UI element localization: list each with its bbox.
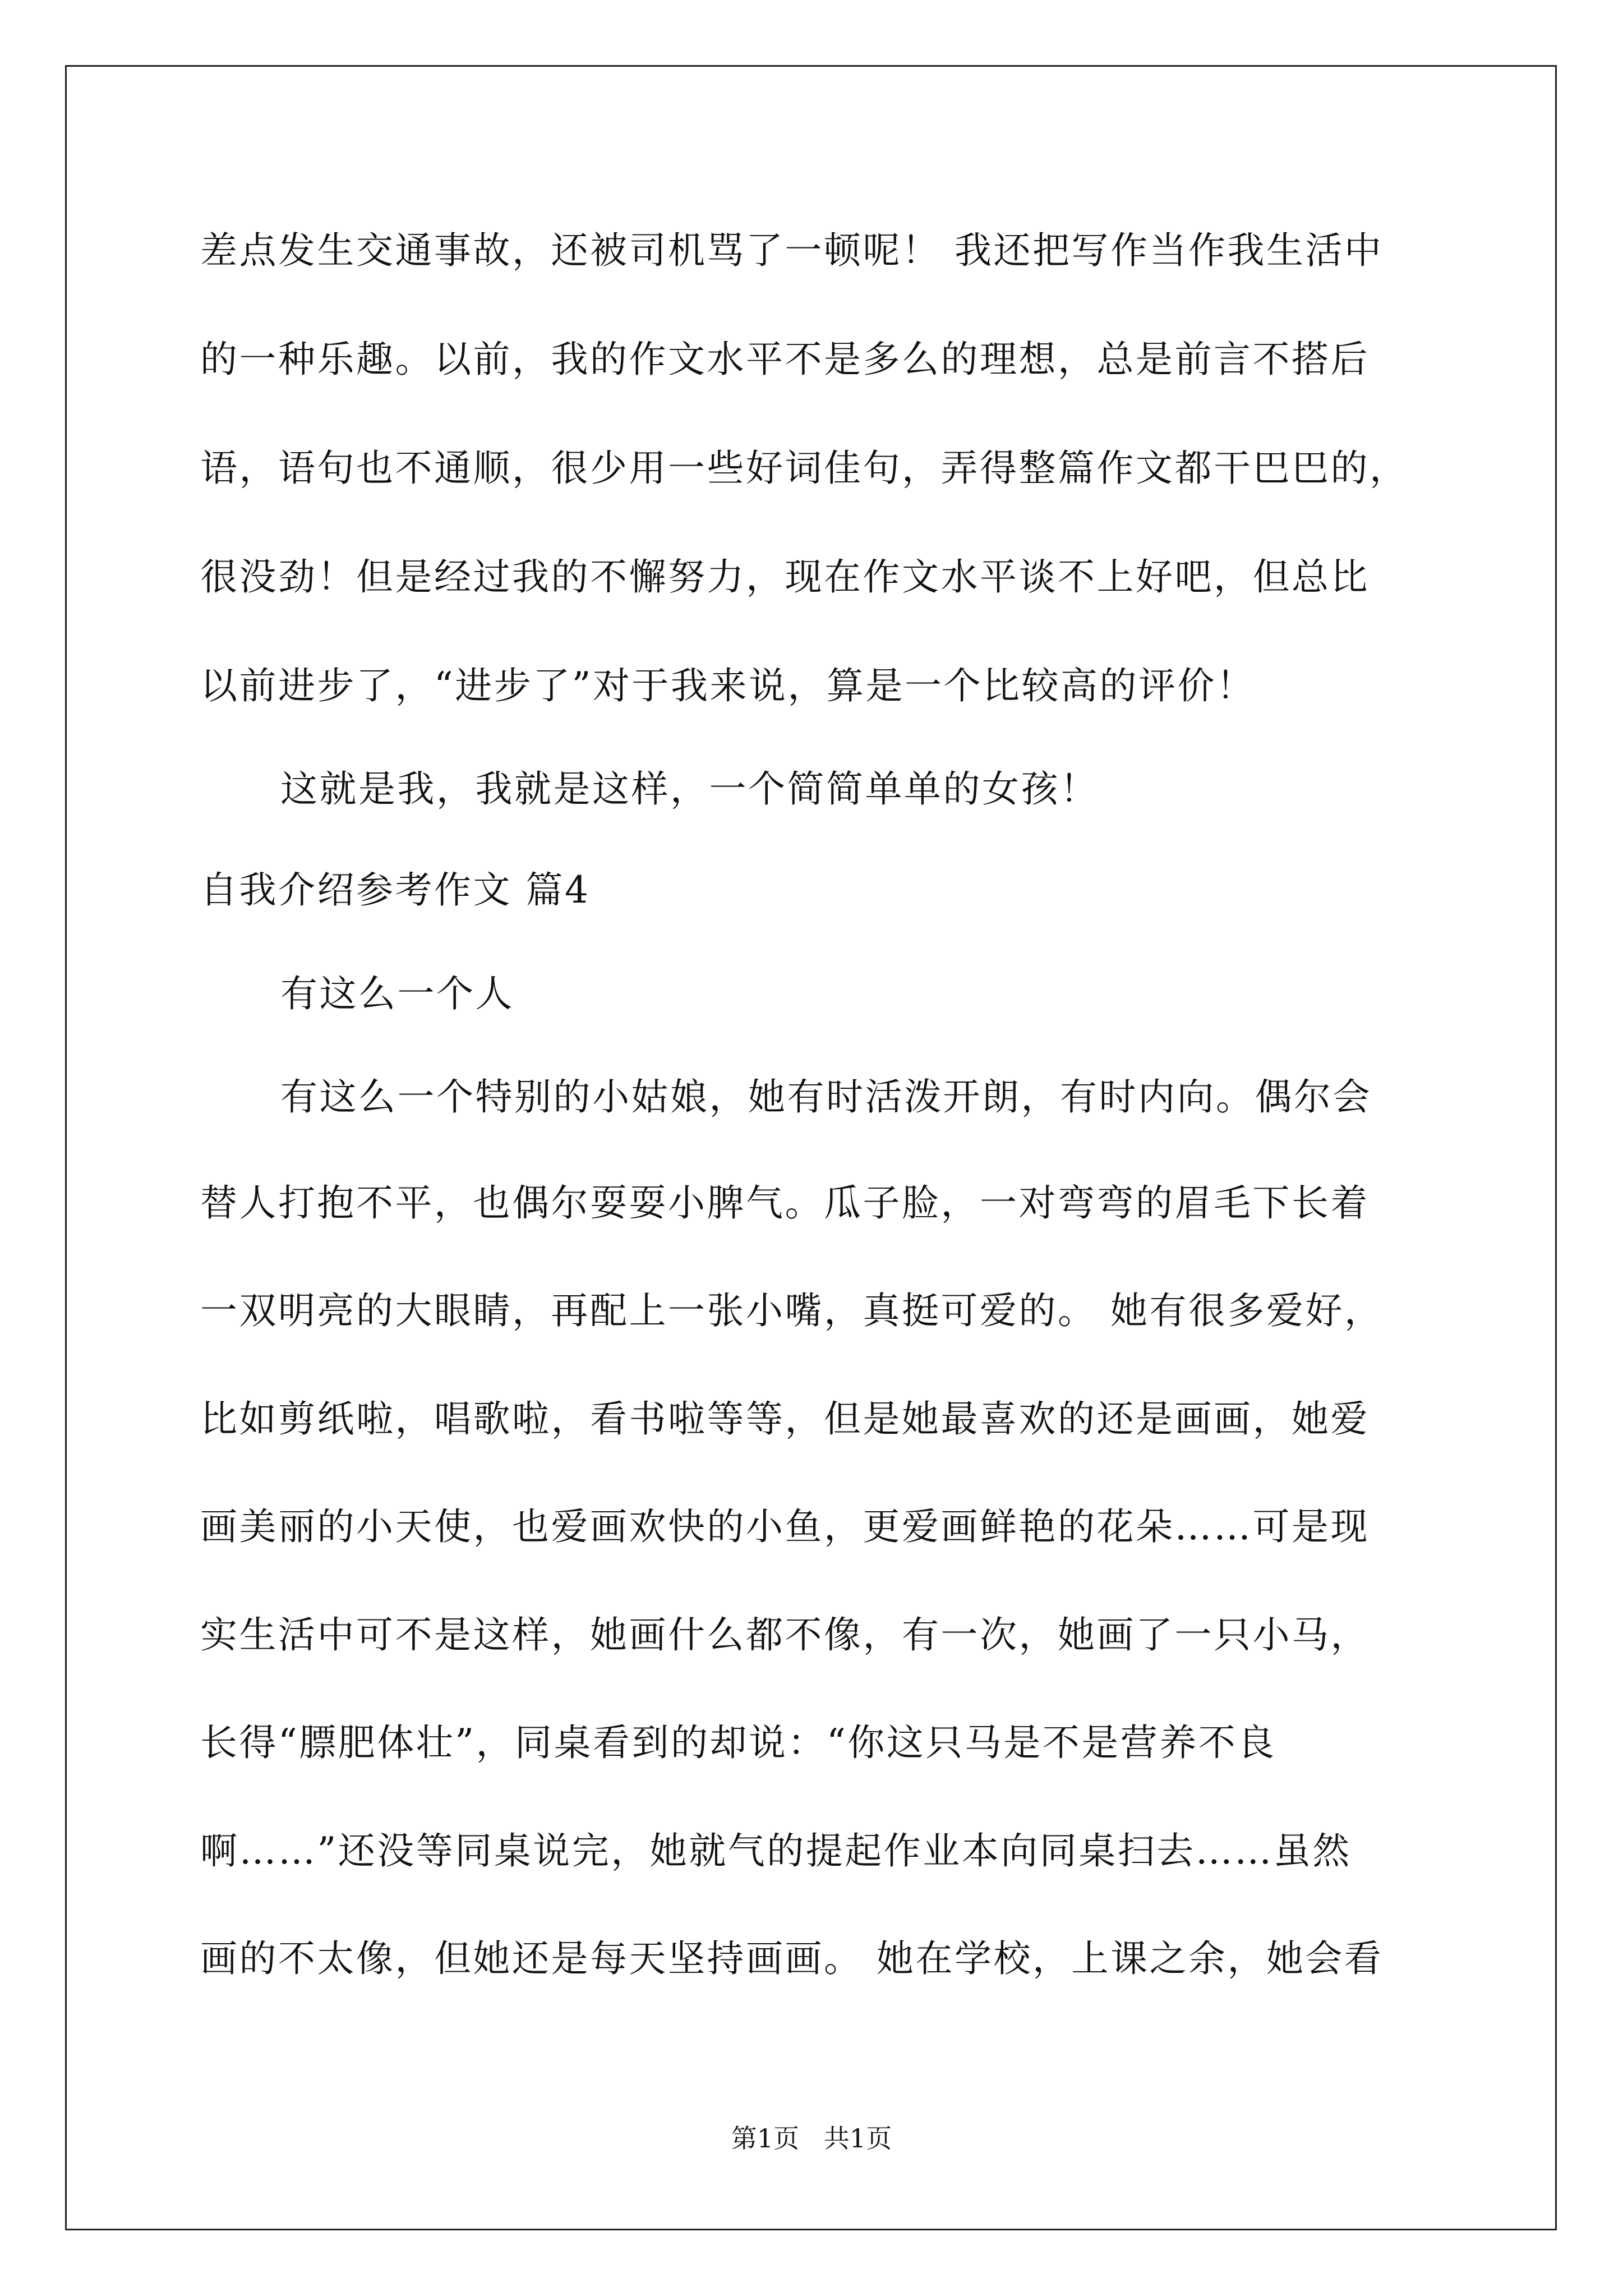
text-line-14: 实生活中可不是这样，她画什么都不像，有一次，她画了一只小马， — [200, 1613, 1370, 1657]
page-footer: 第1页 共1页 — [731, 2123, 892, 2154]
text-line-17: 画的不太像，但她还是每天坚持画画。 她在学校，上课之余，她会看 — [200, 1937, 1384, 1980]
text-line-15: 长得“膘肥体壮”，同桌看到的却说：“你这只马是不是营养不良 — [200, 1721, 1276, 1764]
text-line-3: 语，语句也不通顺，很少用一些好词佳句，弄得整篇作文都干巴巴的， — [200, 447, 1409, 490]
section-subtitle: 有这么一个人 — [280, 972, 514, 1015]
text-line-9: 有这么一个特别的小姑娘，她有时活泼开朗，有时内向。偶尔会 — [280, 1075, 1372, 1119]
text-line-13: 画美丽的小天使，也爱画欢快的小鱼，更爱画鲜艳的花朵……可是现 — [200, 1505, 1370, 1548]
text-line-12: 比如剪纸啦，唱歌啦，看书啦等等，但是她最喜欢的还是画画，她爱 — [200, 1397, 1370, 1441]
text-line-16: 啊……”还没等同桌说完，她就气的提起作业本向同桌扫去……虽然 — [200, 1829, 1352, 1872]
text-line-6: 这就是我，我就是这样，一个简简单单的女孩！ — [280, 767, 1099, 811]
text-line-4: 很没劲！但是经过我的不懈努力，现在作文水平谈不上好吧，但总比 — [200, 555, 1370, 599]
text-line-1: 差点发生交通事故，还被司机骂了一顿呢！ 我还把写作当作我生活中 — [200, 229, 1384, 272]
text-line-10: 替人打抱不平，也偶尔耍耍小脾气。瓜子脸，一对弯弯的眉毛下长着 — [200, 1181, 1370, 1225]
text-line-5: 以前进步了，“进步了”对于我来说，算是一个比较高的评价！ — [200, 664, 1256, 707]
text-line-11: 一双明亮的大眼睛，再配上一张小嘴，真挺可爱的。 她有很多爱好， — [200, 1289, 1384, 1332]
section-heading: 自我介绍参考作文 篇4 — [200, 868, 591, 912]
page-border — [65, 65, 1557, 2230]
text-line-2: 的一种乐趣。以前，我的作文水平不是多么的理想，总是前言不搭后 — [200, 338, 1370, 381]
